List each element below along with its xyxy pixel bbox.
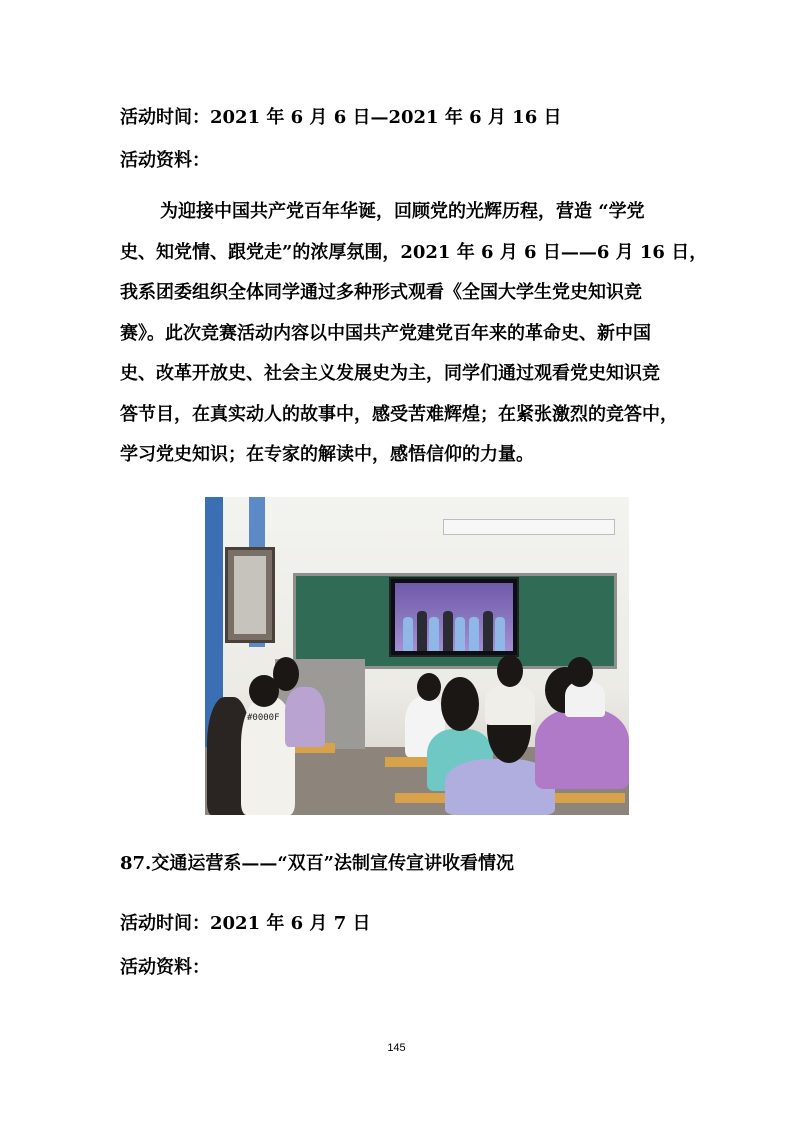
photo-tv-stage xyxy=(395,583,513,651)
classroom-photo xyxy=(205,497,629,815)
photo-student-head xyxy=(497,655,523,687)
paragraph-line: 赛》。此次竞赛活动内容以中国共产党建党百年来的革命史、新中国 xyxy=(120,322,651,344)
paragraph-line: 史、知党情、跟党走”的浓厚氛围，2021 年 6 月 6 日——6 月 16 日， xyxy=(120,241,708,263)
photo-student xyxy=(285,687,325,747)
activity-material-label-1: 活动资料： xyxy=(120,150,210,171)
photo-student-head xyxy=(417,673,441,701)
photo-student-head xyxy=(567,657,593,687)
photo-student xyxy=(565,681,605,717)
paragraph-line: 史、改革开放史、社会主义发展史为主，同学们通过观看党史知识竞 xyxy=(120,363,660,384)
photo-student xyxy=(485,685,535,725)
activity-time-2: 活动时间：2021 年 6 月 7 日 xyxy=(120,913,371,934)
activity-material-label-2: 活动资料： xyxy=(120,957,210,978)
paragraph-line: 为迎接中国共产党百年华诞，回顾党的光辉历程，营造 “学党 xyxy=(160,201,645,222)
activity-time-1: 活动时间：2021 年 6 月 6 日—2021 年 6 月 16 日 xyxy=(120,107,562,128)
activity-description-paragraph xyxy=(120,192,708,476)
section-heading-87: 87.交通运营系——“双百”法制宣传宣讲收看情况 xyxy=(120,853,515,874)
photo-window xyxy=(225,547,275,643)
photo-student xyxy=(535,709,629,789)
photo-tv-screen xyxy=(389,577,519,657)
photo-student-head xyxy=(273,657,299,691)
photo-ceiling-light xyxy=(443,519,615,535)
photo-student-head xyxy=(441,677,479,731)
paragraph-line: 答节目，在真实动人的故事中，感受苦难辉煌；在紧张激烈的竞答中， xyxy=(120,403,678,425)
photo-shirt-print: #0000F xyxy=(247,713,280,723)
paragraph-line: 学习党史知识；在专家的解读中，感悟信仰的力量。 xyxy=(120,444,534,465)
page-number: 145 xyxy=(387,1042,406,1054)
paragraph-line: 我系团委组织全体同学通过多种形式观看《全国大学生党史知识竞 xyxy=(120,282,642,303)
